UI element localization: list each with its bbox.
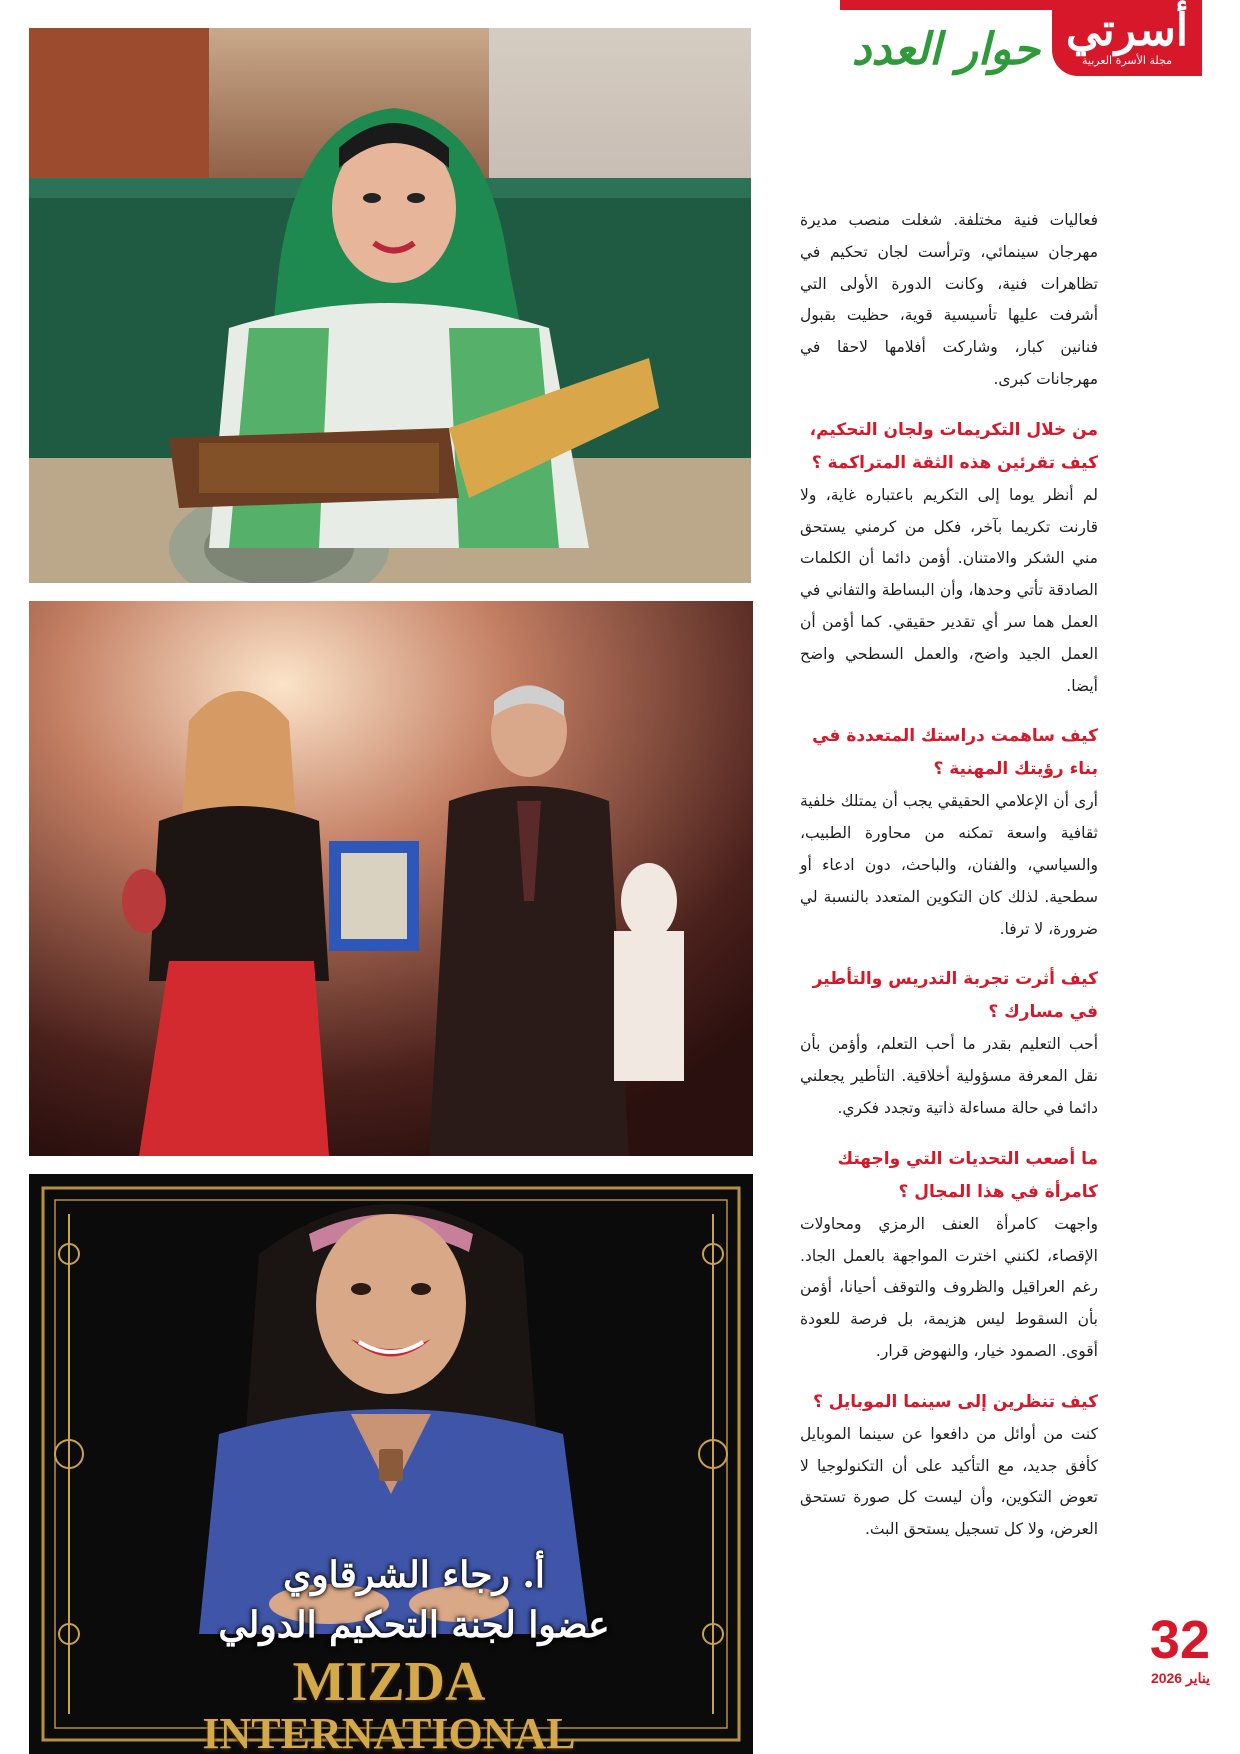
page-number: 32 bbox=[1149, 1610, 1210, 1670]
question-heading: من خلال التكريمات ولجان التحكيم، كيف تقرئين هذه الثقة المتراكمة ؟ bbox=[809, 419, 1098, 473]
banner-mizda: MIZDA bbox=[292, 1651, 486, 1713]
banner-international: INTERNATIONAL bbox=[202, 1709, 576, 1754]
answer-paragraph: واجهت كامرأة العنف الرمزي ومحاولات الإقصاء، لكنني اخترت المواجهة بالعمل الجاد. رغم العراقيل والظروف والتوقف أحيانا، أؤمن بأن السقوط ليس هزيمة، بل فرصة للعودة أقوى. الصمود خيار، والنهوض قرار. bbox=[800, 1214, 1098, 1360]
article-body bbox=[800, 205, 1098, 1546]
issue-date: يناير 2026 bbox=[1150, 1670, 1210, 1686]
logo-text: أسرتي bbox=[1065, 5, 1189, 56]
answer-paragraph: أرى أن الإعلامي الحقيقي يجب أن يمتلك خلفية ثقافية واسعة تمكنه من محاورة الطبيب، والسياسي، والفنان، والباحث، دون ادعاء أو سطحية. لذلك كان التكوين المتعدد بالنسبة لي ضرورة، لا ترفا. bbox=[800, 792, 1098, 938]
question-heading: كيف ساهمت دراستك المتعددة في بناء رؤيتك المهنية ؟ bbox=[812, 726, 1098, 780]
article-intro: فعاليات فنية مختلفة. شغلت منصب مديرة مهرجان سينمائي، وترأست لجان تحكيم في تظاهرات فنية، وكانت الدورة الأولى التي أشرفت عليها تأسيسية قوية، حظيت بقبول فنانين كبار، وشاركت أفلامها لاحقا في مهرجانات كبرى. bbox=[800, 211, 1098, 388]
answer-paragraph: أحب التعليم بقدر ما أحب التعلم، وأؤمن بأن نقل المعرفة مسؤولية أخلاقية. التأطير يجعلني دائما في حالة مساءلة ذاتية وتجدد فكري. bbox=[800, 1035, 1098, 1117]
magazine-logo[interactable] bbox=[1052, 0, 1202, 76]
photo-award-ceremony bbox=[29, 601, 753, 1156]
section-title: حوار العدد bbox=[851, 24, 1040, 75]
photo-portrait-poster bbox=[29, 1174, 753, 1754]
logo-subtitle: مجلة الأسرة العربية bbox=[1082, 54, 1172, 67]
photo2-illustration bbox=[29, 601, 753, 1156]
question-heading: كيف تنظرين إلى سينما الموبايل ؟ bbox=[812, 1391, 1098, 1412]
photo-caption-role: عضوا لجنة التحكيم الدولي bbox=[218, 1604, 610, 1646]
question-heading: ما أصعب التحديات التي واجهتك كامرأة في هذا المجال ؟ bbox=[837, 1148, 1098, 1202]
answer-paragraph: كنت من أوائل من دافعوا عن سينما الموبايل كأفق جديد، مع التأكيد على أن التكنولوجيا لا تعوض التكوين، وأن ليست كل صورة تستحق العرض، ولا كل تسجيل يستحق البث. bbox=[800, 1424, 1098, 1539]
question-heading: كيف أثرت تجربة التدريس والتأطير في مسارك ؟ bbox=[812, 969, 1098, 1023]
answer-paragraph: لم أنظر يوما إلى التكريم باعتباره غاية، ولا قارنت تكريما بآخر، فكل من كرمني يستحق مني الشكر والامتنان. أؤمن دائما أن الكلمات الصادقة تأتي وحدها، وأن البساطة والتفاني في العمل هما سر أي تقدير حقيقي. كما أؤمن أن العمل الجيد واضح، والعمل السطحي واضح أيضا. bbox=[800, 485, 1098, 695]
photo-woman-with-menu bbox=[29, 28, 751, 583]
photo1-illustration bbox=[29, 28, 751, 583]
photo-caption-name: أ. رجاء الشرقاوي bbox=[283, 1554, 545, 1596]
